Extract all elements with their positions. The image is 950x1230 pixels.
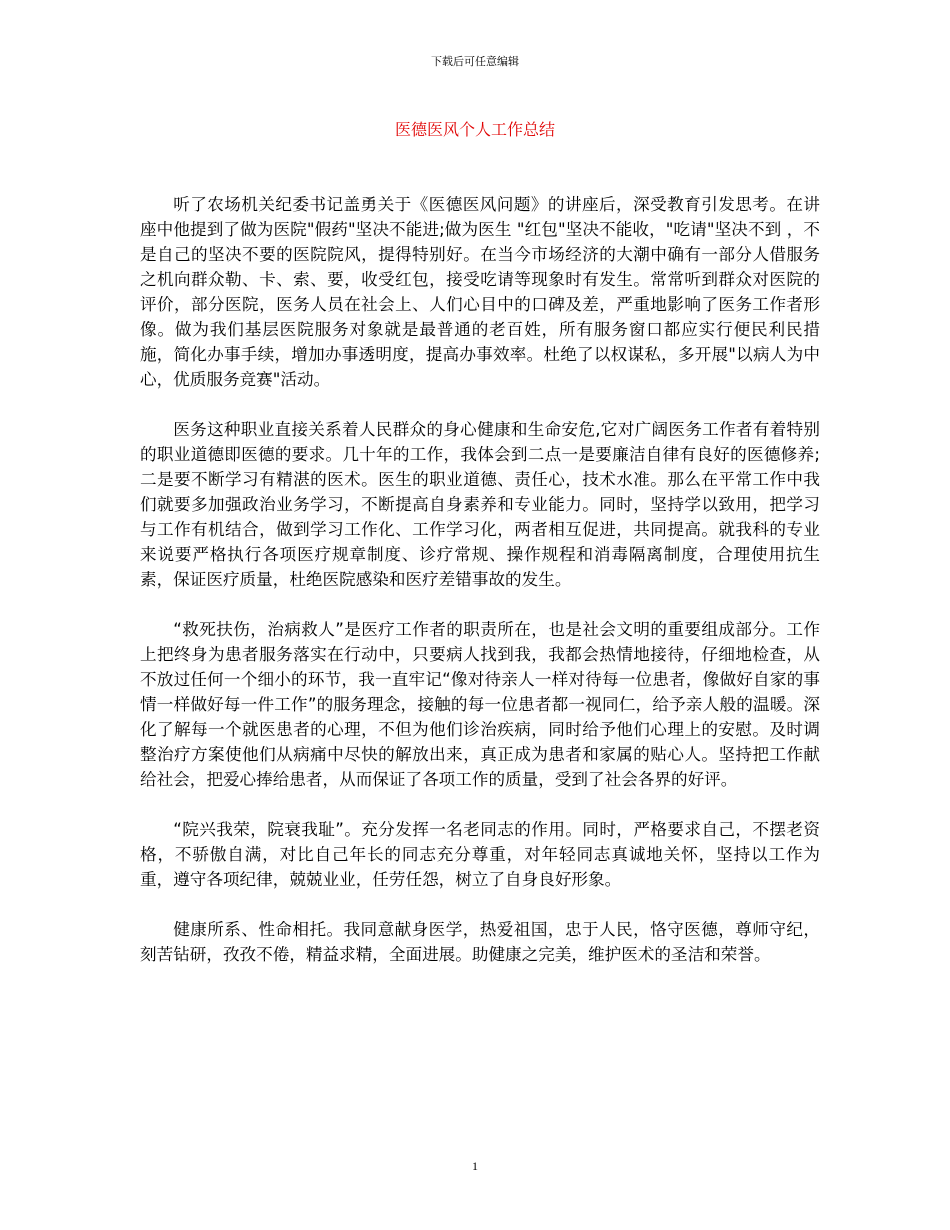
header-note: 下载后可任意编辑 [431, 55, 519, 68]
document-body [140, 192, 820, 992]
paragraph-1: 听了农场机关纪委书记盖勇关于《医德医风问题》的讲座后，深受教育引发思考。在讲座中他提到了做为医院"假药"坚决不能进;做为医生 "红包"坚决不能收，"吃请"坚决不到 ，不是自己的坚决不要的医院院风，提得特别好。在当今市场经济的大潮中确有一部分人借服务之机向群众勒、卡、索、要，收受红包，接受吃请等现象时有发生。常常听到群众对医院的评价，部分医院，医务人员在社会上、人们心目中的口碑及差，严重地影响了医务工作者形像。做为我们基层医院服务对象就是最普通的老百姓，所有服务窗口都应实行便民利民措施，简化办事手续，增加办事透明度，提高办事效率。杜绝了以权谋私，多开展"以病人为中心，优质服务竞赛"活动。 [140, 195, 820, 389]
paragraph-4: “院兴我荣，院衰我耻”。充分发挥一名老同志的作用。同时，严格要求自己，不摆老资格，不骄傲自满，对比自己年长的同志充分尊重，对年轻同志真诚地关怀，坚持以工作为重，遵守各项纪律，兢兢业业，任劳任怨，树立了自身良好形象。 [140, 820, 820, 889]
paragraph-3: “救死扶伤，治病救人”是医疗工作者的职责所在，也是社会文明的重要组成部分。工作上把终身为患者服务落实在行动中，只要病人找到我，我都会热情地接待，仔细地检查，从不放过任何一个细小的环节，我一直牢记“像对待亲人一样对待每一位患者，像做好自家的事情一样做好每一件工作”的服务理念，接触的每一位患者都一视同仁，给予亲人般的温暖。深化了解每一个就医患者的心理，不但为他们诊治疾病，同时给予他们心理上的安慰。及时调整治疗方案使他们从病痛中尽快的解放出来，真正成为患者和家属的贴心人。坚持把工作献给社会，把爱心捧给患者，从而保证了各项工作的质量，受到了社会各界的好评。 [140, 620, 820, 789]
page-number: 1 [472, 1159, 478, 1173]
document-title: 医德医风个人工作总结 [394, 120, 555, 139]
paragraph-5: 健康所系、性命相托。我同意献身医学，热爱祖国，忠于人民，恪守医德，尊师守纪，刻苦钻研，孜孜不倦，精益求精，全面进展。助健康之完美，维护医术的圣洁和荣誉。 [140, 920, 820, 964]
paragraph-2: 医务这种职业直接关系着人民群众的身心健康和生命安危,它对广阔医务工作者有着特别的职业道德即医德的要求。几十年的工作，我体会到二点一是要廉洁自律有良好的医德修养;二是要不断学习有精湛的医术。医生的职业道德、责任心，技术水准。那么在平常工作中我们就要多加强政治业务学习，不断提高自身素养和专业能力。同时，坚持学以致用，把学习与工作有机结合，做到学习工作化、工作学习化，两者相互促进，共同提高。就我科的专业来说要严格执行各项医疗规章制度、诊疗常规、操作规程和消毒隔离制度，合理使用抗生素，保证医疗质量，杜绝医院感染和医疗差错事故的发生。 [140, 420, 820, 589]
